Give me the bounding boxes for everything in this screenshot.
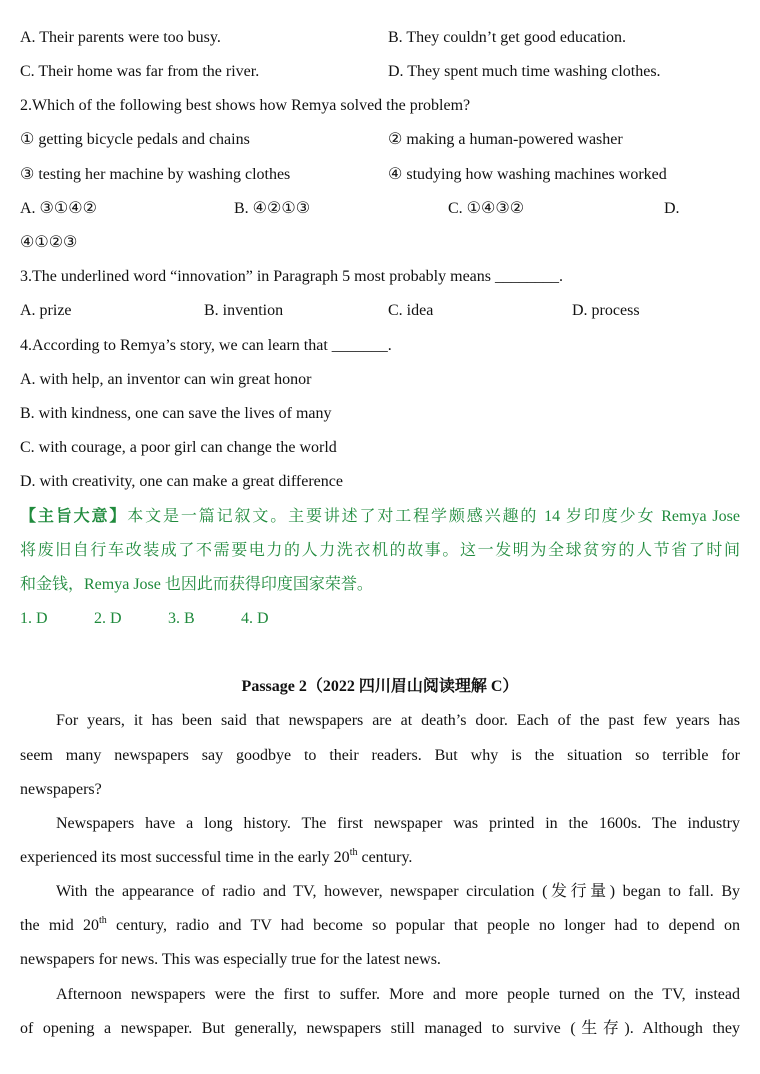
q2-option-b: B. ④②①③ bbox=[234, 200, 311, 217]
q4-option-d: D. with creativity, one can make a great difference bbox=[20, 473, 343, 490]
passage-p2-line-2: experienced its most successful time in the early 20th century. bbox=[20, 846, 413, 866]
q1-option-c: C. Their home was far from the river. bbox=[20, 63, 260, 80]
passage-p2-line-1: Newspapers have a long history. The first newspaper was printed in the 1600s. The industry bbox=[56, 815, 740, 832]
passage-p1-line-3: newspapers? bbox=[20, 781, 102, 798]
answer-2: 2. D bbox=[94, 610, 122, 627]
summary-line-2: 将废旧自行车改装成了不需要电力的人力洗衣机的故事。这一发明为全球贫穷的人节省了时间 bbox=[20, 542, 740, 559]
q2-step-1: ① getting bicycle pedals and chains bbox=[20, 131, 250, 148]
q1-option-d: D. They spent much time washing clothes. bbox=[388, 63, 661, 80]
q2-step-3: ③ testing her machine by washing clothes bbox=[20, 166, 291, 183]
answer-1: 1. D bbox=[20, 610, 48, 627]
q2-option-d-sequence: ④①②③ bbox=[20, 234, 78, 251]
answer-4: 4. D bbox=[241, 610, 269, 627]
q3-option-b: B. invention bbox=[204, 302, 284, 319]
summary-line-1 bbox=[20, 507, 740, 527]
q3-stem: 3.The underlined word “innovation” in Paragraph 5 most probably means ________. bbox=[20, 268, 563, 285]
q2-step-4: ④ studying how washing machines worked bbox=[388, 166, 667, 183]
passage-p4-line-1: Afternoon newspapers were the first to suffer. More and more people turned on the TV, instead bbox=[56, 986, 740, 1003]
passage-p1-line-1: For years, it has been said that newspapers are at death’s door. Each of the past few years has bbox=[56, 712, 740, 729]
q3-option-a: A. prize bbox=[20, 302, 72, 319]
q2-option-d-label: D. bbox=[664, 200, 680, 217]
q4-stem: 4.According to Remya’s story, we can learn that _______. bbox=[20, 337, 392, 354]
q2-step-2: ② making a human-powered washer bbox=[388, 131, 623, 148]
q2-option-c: C. ①④③② bbox=[448, 200, 525, 217]
q4-option-c: C. with courage, a poor girl can change the world bbox=[20, 439, 337, 456]
answer-3: 3. B bbox=[168, 610, 195, 627]
passage-p4-line-2: of opening a newspaper. But generally, newspapers still managed to survive (生存). Although they bbox=[20, 1020, 740, 1037]
passage-p3-line-1: With the appearance of radio and TV, however, newspaper circulation (发行量) began to fall. By bbox=[56, 883, 740, 900]
q1-option-b: B. They couldn’t get good education. bbox=[388, 29, 627, 46]
q4-option-a: A. with help, an inventor can win great honor bbox=[20, 371, 312, 388]
q1-option-a: A. Their parents were too busy. bbox=[20, 29, 221, 46]
q2-option-a: A. ③①④② bbox=[20, 200, 97, 217]
q3-option-c: C. idea bbox=[388, 302, 434, 319]
passage-p1-line-2: seem many newspapers say goodbye to their readers. But why is the situation so terrible for bbox=[20, 747, 740, 764]
q2-stem: 2.Which of the following best shows how Remya solved the problem? bbox=[20, 97, 471, 114]
q4-option-b: B. with kindness, one can save the lives of many bbox=[20, 405, 332, 422]
passage-p3-line-3: newspapers for news. This was especially true for the latest news. bbox=[20, 951, 441, 968]
passage-p3-line-2: the mid 20th century, radio and TV had become so popular that people no longer had to depend on bbox=[20, 914, 740, 934]
summary-line-3: 和金钱，Remya Jose 也因此而获得印度国家荣誉。 bbox=[20, 576, 373, 593]
summary-text-1: 本文是一篇记叙文。主要讲述了对工程学颇感兴趣的 14 岁印度少女 Remya Jose bbox=[127, 508, 740, 525]
passage-title: Passage 2（2022 四川眉山阅读理解 C） bbox=[241, 678, 519, 695]
q3-option-d: D. process bbox=[572, 302, 640, 319]
summary-tag: 【主旨大意】 bbox=[20, 508, 128, 525]
